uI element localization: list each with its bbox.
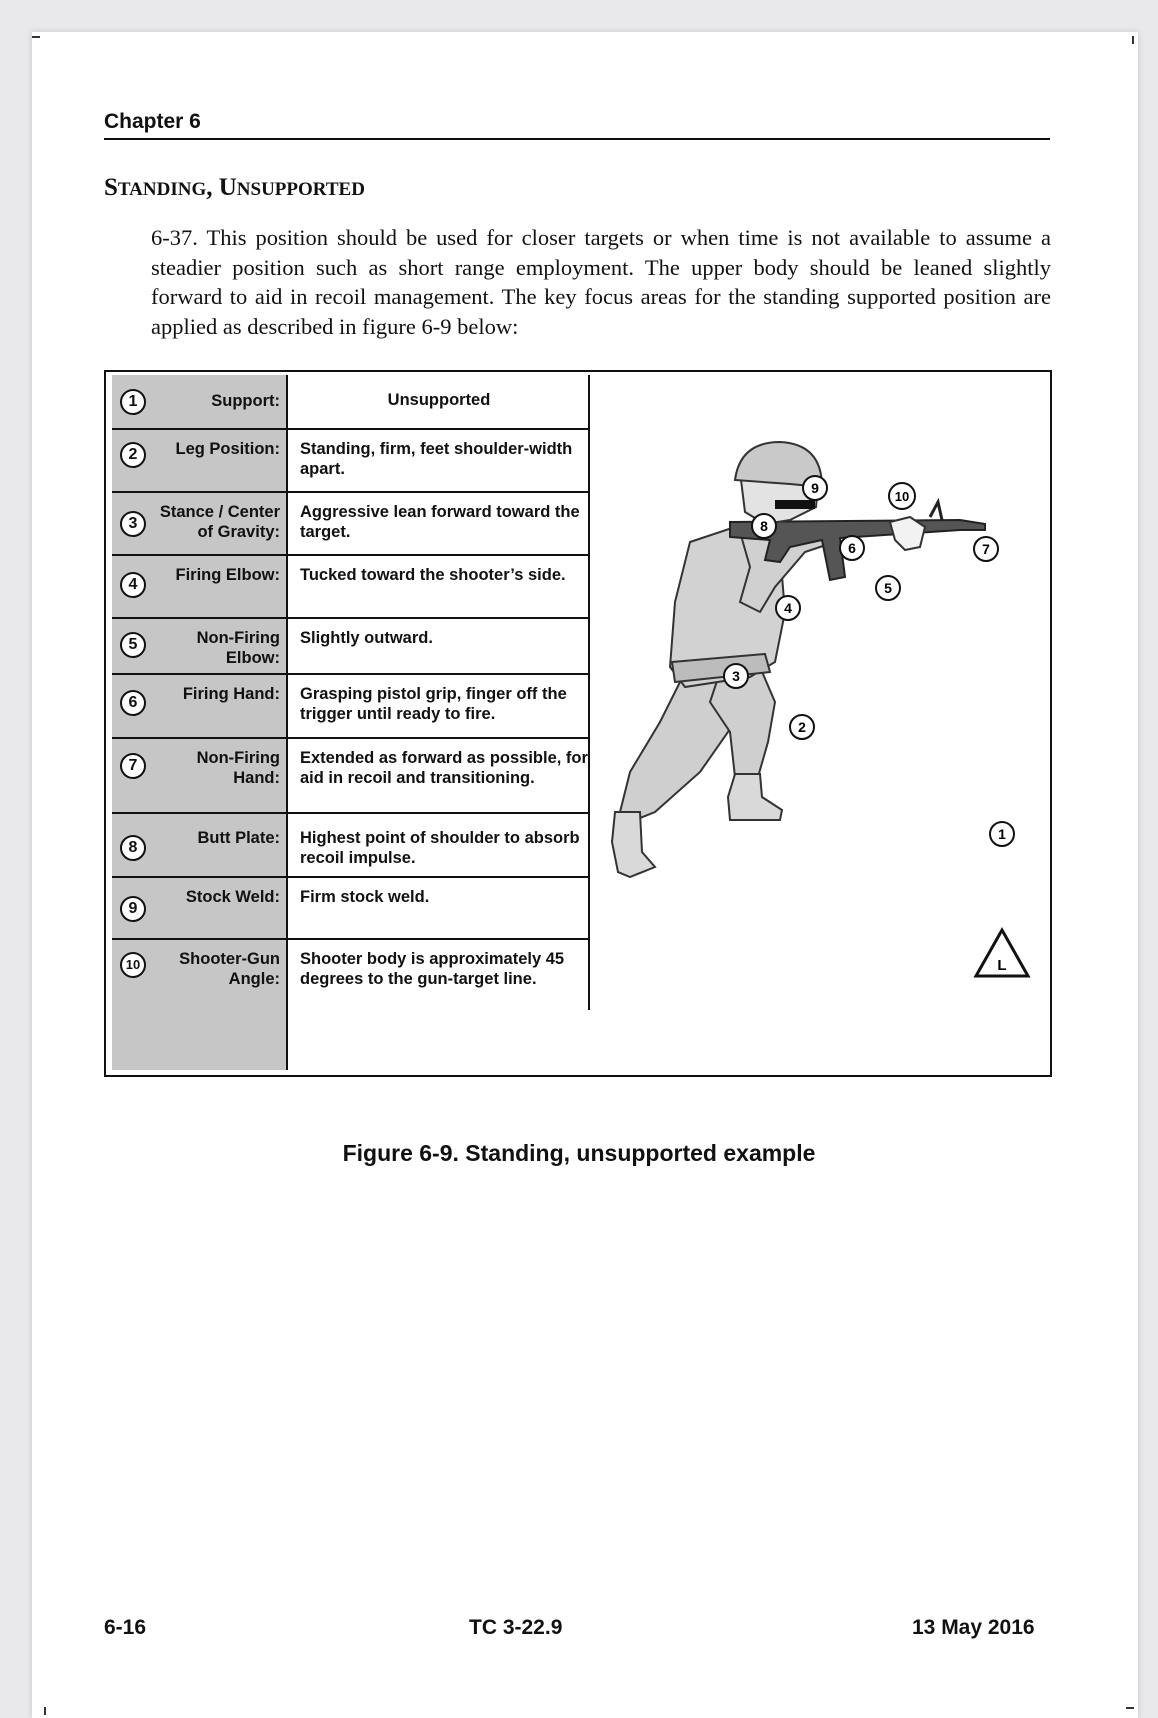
rear-boot-icon: [612, 812, 655, 877]
crop-mark: [1126, 1707, 1134, 1709]
figure-caption: Figure 6-9. Standing, unsupported example: [342, 1140, 816, 1166]
footer-date: 13 May 2016: [912, 1616, 1035, 1639]
glasses-icon: [775, 500, 815, 509]
callout-label: 4: [784, 600, 792, 616]
row-value: Extended as forward as possible, for aid in recoil and transitioning.: [300, 749, 588, 787]
table-row: [112, 940, 590, 1015]
table-row: [112, 556, 590, 619]
callout-label: 7: [982, 541, 990, 557]
callout-label: 8: [760, 518, 768, 534]
table-row: [112, 375, 590, 430]
soldier-illustration: [590, 372, 1052, 1075]
row-value: Aggressive lean forward toward the target.: [300, 503, 580, 541]
crop-mark: [32, 36, 40, 38]
focus-areas-table: [112, 375, 590, 1070]
row-value: Standing, firm, feet shoulder-width apart.: [300, 440, 573, 478]
row-label: Shooter-Gun Angle:: [179, 950, 280, 988]
callout-number: 6: [120, 690, 146, 716]
crop-mark: [1132, 36, 1134, 44]
footer-page-number: 6-16: [104, 1616, 147, 1639]
row-value: Shooter body is approximately 45 degrees to the gun-target line.: [300, 950, 565, 988]
callout-number: 4: [120, 572, 146, 598]
table-row: [112, 814, 590, 878]
row-label: Firing Elbow:: [175, 566, 280, 584]
row-value: Tucked toward the shooter’s side.: [300, 566, 566, 584]
callout-number: 8: [120, 835, 146, 861]
row-label: Firing Hand:: [182, 685, 280, 703]
callout-number: 10: [120, 952, 146, 978]
front-sight: [930, 502, 942, 520]
row-label: Stance / Center of Gravity:: [159, 503, 280, 541]
callout-label: 9: [811, 480, 819, 496]
figure-6-9: [104, 370, 1052, 1077]
callout-label: 10: [894, 489, 910, 504]
footer-document-id: TC 3-22.9: [469, 1616, 563, 1639]
table-row: [112, 430, 590, 493]
callout-label: 6: [848, 540, 856, 556]
row-value: Firm stock weld.: [300, 888, 430, 906]
table-row: [112, 675, 590, 739]
callout-number: 1: [120, 389, 146, 415]
callout-label: 5: [884, 580, 892, 596]
table-row: [112, 619, 590, 675]
row-value: Highest point of shoulder to absorb recoil impulse.: [300, 829, 580, 867]
row-label: Non-Firing Elbow:: [196, 629, 280, 667]
row-label: Stock Weld:: [185, 888, 280, 906]
table-row: [112, 878, 590, 940]
callout-label: 1: [998, 826, 1006, 842]
body-paragraph: 6-37. This position should be used for closer targets or when time is not available to assume a steadier position such as short range employment. The upper body should be leaned slightly forward to aid in recoil management. The key focus areas for the standing supported position are applied as described in figure 6-9 below:: [151, 225, 1051, 339]
handedness-label: L: [997, 957, 1007, 974]
callout-label: 3: [732, 668, 740, 684]
crop-mark: [44, 1707, 46, 1715]
callout-number: 3: [120, 511, 146, 537]
row-label: Non-Firing Hand:: [196, 749, 280, 787]
callout-number: 7: [120, 753, 146, 779]
row-value: Grasping pistol grip, finger off the trigger until ready to fire.: [300, 685, 567, 723]
table-row: [112, 739, 590, 814]
row-label: Butt Plate:: [197, 829, 280, 847]
chapter-header: Chapter 6: [104, 110, 1050, 140]
row-label: Support:: [211, 392, 280, 410]
front-boot-icon: [728, 774, 782, 820]
document-page: [32, 32, 1138, 1718]
callout-number: 2: [120, 442, 146, 468]
callout-label: 2: [798, 719, 806, 735]
table-label-fill: [112, 1005, 288, 1070]
row-value: Unsupported: [387, 391, 491, 409]
callout-number: 9: [120, 896, 146, 922]
callout-number: 5: [120, 632, 146, 658]
row-label: Leg Position:: [175, 440, 280, 458]
section-title: STANDING, UNSUPPORTED: [104, 174, 365, 201]
table-row: [112, 493, 590, 556]
row-value: Slightly outward.: [300, 629, 433, 647]
